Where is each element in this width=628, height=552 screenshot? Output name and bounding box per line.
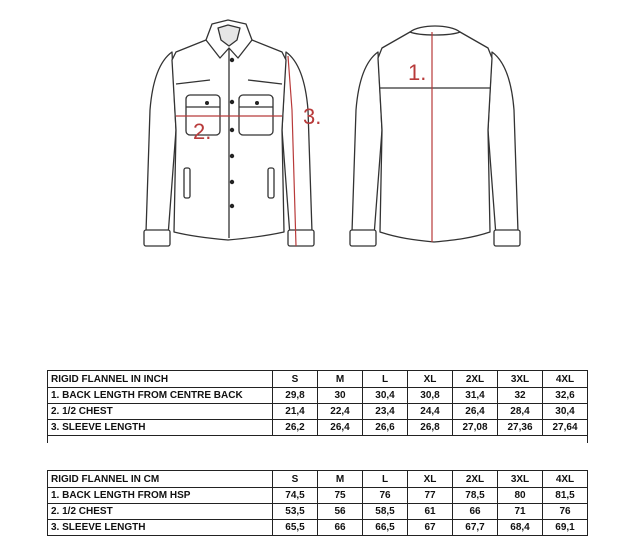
row-label: 1. BACK LENGTH FROM CENTRE BACK: [48, 388, 273, 404]
size-header: 2XL: [453, 371, 498, 388]
size-header: L: [363, 371, 408, 388]
table-spacer: [48, 436, 588, 444]
size-header: M: [318, 471, 363, 488]
table-cell: 26,4: [453, 404, 498, 420]
back-left-sleeve: [352, 52, 382, 236]
table-cell: 76: [543, 504, 588, 520]
button-dot: [230, 58, 234, 62]
table-cell: 27,36: [498, 420, 543, 436]
front-left-sleeve: [146, 52, 176, 236]
table-cell: 68,4: [498, 520, 543, 536]
table-cell: 76: [363, 488, 408, 504]
button-dot: [230, 154, 234, 158]
back-right-cuff: [494, 230, 520, 246]
table-row: [48, 420, 588, 436]
size-header: XL: [408, 471, 453, 488]
row-label: 1. BACK LENGTH FROM HSP: [48, 488, 273, 504]
table-row: [48, 504, 588, 520]
table-cell: 58,5: [363, 504, 408, 520]
back-left-cuff: [350, 230, 376, 246]
table-cell: 24,4: [408, 404, 453, 420]
front-right-pocket: [239, 95, 273, 135]
button-dot: [230, 100, 234, 104]
callout-3: 3.: [303, 104, 322, 129]
table-cell: 32: [498, 388, 543, 404]
table-row: [48, 520, 588, 536]
table-cell: 30,4: [543, 404, 588, 420]
button-dot: [255, 101, 259, 105]
table-cell: 74,5: [273, 488, 318, 504]
shirt-front-view: [144, 20, 314, 246]
table-title: RIGID FLANNEL IN INCH: [48, 371, 273, 388]
table-row: [48, 388, 588, 404]
table-cell: 66,5: [363, 520, 408, 536]
table-cell: 26,2: [273, 420, 318, 436]
table-cell: 30: [318, 388, 363, 404]
callout-2: 2.: [193, 119, 212, 144]
front-right-cuff: [288, 230, 314, 246]
button-dot: [205, 101, 209, 105]
table-cell: 28,4: [498, 404, 543, 420]
table-cell: 69,1: [543, 520, 588, 536]
table-cell: 26,8: [408, 420, 453, 436]
shirt-technical-drawing: [0, 0, 628, 270]
size-header: S: [273, 371, 318, 388]
table-cell: 75: [318, 488, 363, 504]
table-header-row: [48, 371, 588, 388]
table-row: [48, 488, 588, 504]
front-right-sleeve: [282, 52, 312, 236]
table-cell: 67: [408, 520, 453, 536]
button-dot: [230, 204, 234, 208]
table-cell: 26,6: [363, 420, 408, 436]
table-cell: 21,4: [273, 404, 318, 420]
back-body: [378, 32, 492, 242]
size-header: S: [273, 471, 318, 488]
table-cell: 61: [408, 504, 453, 520]
spacer-cell: [48, 436, 588, 444]
size-header: 2XL: [453, 471, 498, 488]
table-cell: 80: [498, 488, 543, 504]
size-table-inch: [47, 370, 588, 443]
table-cell: 23,4: [363, 404, 408, 420]
row-label: 3. SLEEVE LENGTH: [48, 520, 273, 536]
size-header: 4XL: [543, 371, 588, 388]
table-cell: 53,5: [273, 504, 318, 520]
row-label: 2. 1/2 CHEST: [48, 404, 273, 420]
table-cell: 65,5: [273, 520, 318, 536]
front-right-side-pocket: [268, 168, 274, 198]
table-cell: 31,4: [453, 388, 498, 404]
size-header: 3XL: [498, 371, 543, 388]
size-header: 4XL: [543, 471, 588, 488]
table-cell: 32,6: [543, 388, 588, 404]
shirt-back-view: [350, 26, 520, 246]
table-cell: 22,4: [318, 404, 363, 420]
size-table-cm: [47, 470, 588, 536]
button-dot: [230, 180, 234, 184]
table-cell: 30,8: [408, 388, 453, 404]
callout-1: 1.: [408, 60, 427, 85]
table-cell: 30,4: [363, 388, 408, 404]
table-cell: 27,08: [453, 420, 498, 436]
row-label: 2. 1/2 CHEST: [48, 504, 273, 520]
table-title: RIGID FLANNEL IN CM: [48, 471, 273, 488]
size-header: XL: [408, 371, 453, 388]
size-header: L: [363, 471, 408, 488]
front-left-side-pocket: [184, 168, 190, 198]
button-dot: [230, 128, 234, 132]
table-cell: 78,5: [453, 488, 498, 504]
table-cell: 66: [453, 504, 498, 520]
table-cell: 77: [408, 488, 453, 504]
table-cell: 27,64: [543, 420, 588, 436]
front-left-cuff: [144, 230, 170, 246]
table-cell: 29,8: [273, 388, 318, 404]
size-header: 3XL: [498, 471, 543, 488]
table-cell: 71: [498, 504, 543, 520]
row-label: 3. SLEEVE LENGTH: [48, 420, 273, 436]
table-cell: 56: [318, 504, 363, 520]
size-header: M: [318, 371, 363, 388]
table-row: [48, 404, 588, 420]
table-cell: 66: [318, 520, 363, 536]
back-right-sleeve: [488, 52, 518, 236]
table-cell: 67,7: [453, 520, 498, 536]
back-collar: [410, 26, 460, 35]
table-header-row: [48, 471, 588, 488]
table-cell: 81,5: [543, 488, 588, 504]
table-cell: 26,4: [318, 420, 363, 436]
